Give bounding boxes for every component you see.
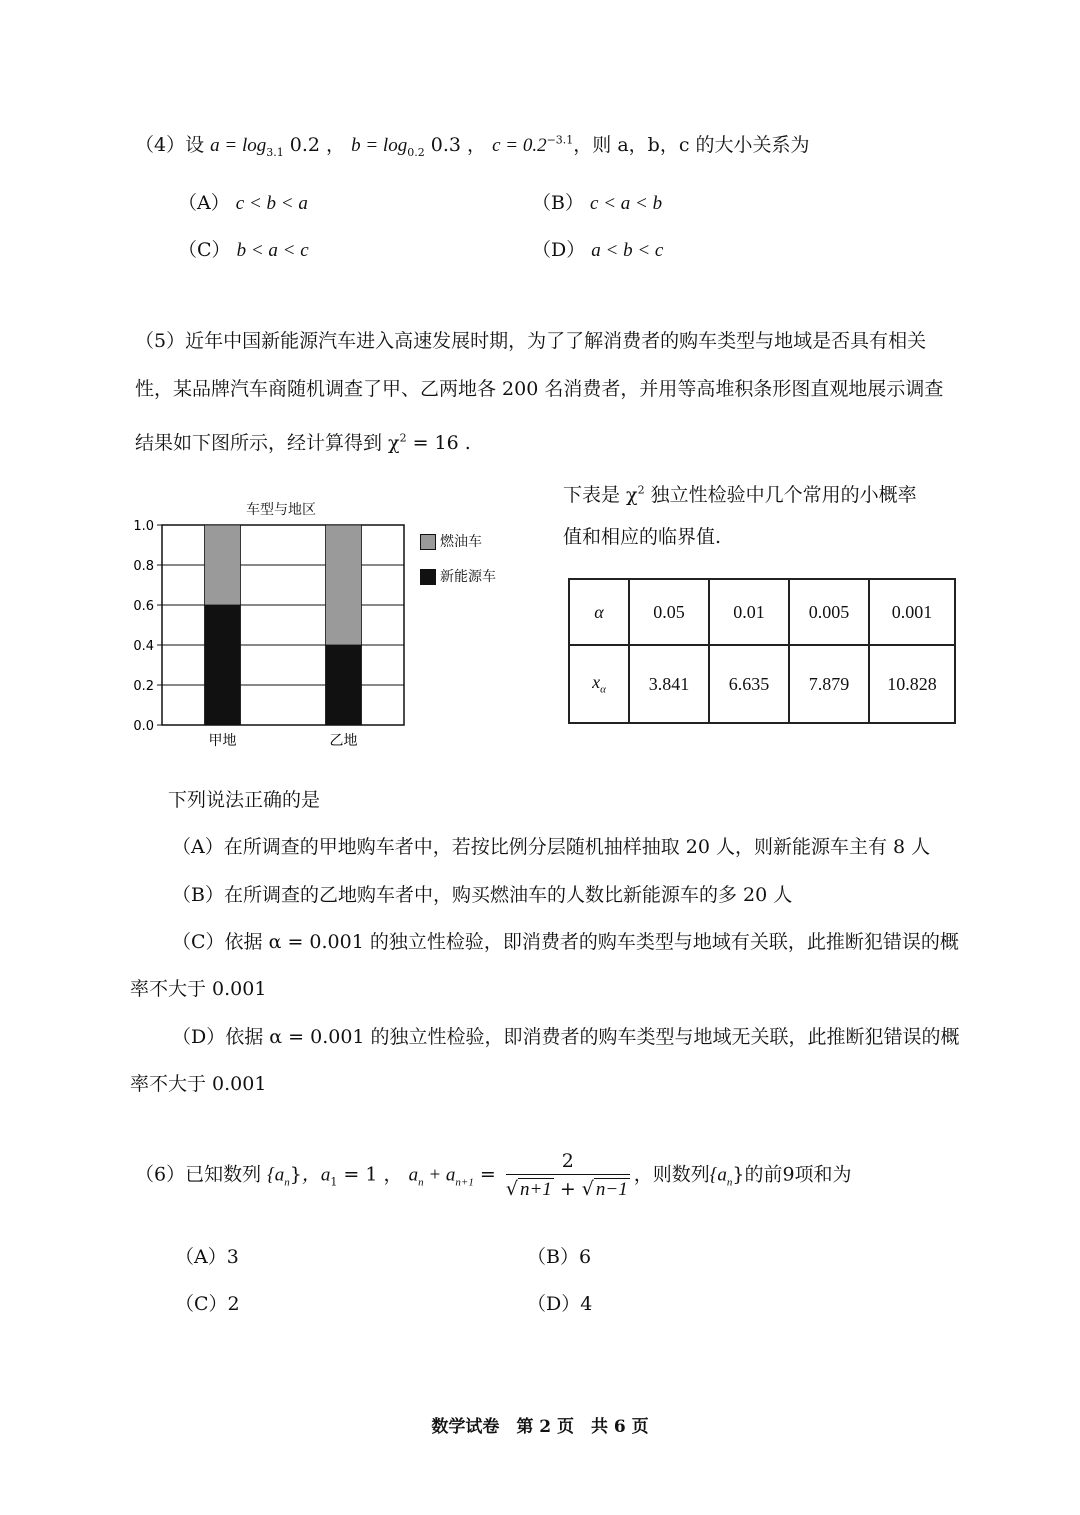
- y-tick-label: 1.0: [133, 519, 154, 534]
- q6-seq: {a: [267, 1164, 285, 1186]
- y-tick-label: 0.6: [133, 599, 154, 614]
- option-label: （A）: [172, 836, 224, 858]
- option-text: c < a < b: [590, 193, 663, 214]
- q5-option-c[interactable]: [172, 927, 959, 954]
- option-label: （C）: [178, 239, 231, 261]
- option-label: （D）: [172, 1026, 226, 1048]
- q4-a-arg: 0.2 ，: [283, 134, 346, 156]
- x-tick-label: 乙地: [329, 733, 358, 749]
- q5-option-a[interactable]: [172, 832, 930, 859]
- q4-option-d[interactable]: [532, 235, 663, 262]
- q5-side-line-1: [563, 480, 917, 507]
- y-tick-label: 0.4: [133, 639, 154, 654]
- q6-option-d[interactable]: [527, 1289, 592, 1316]
- table-cell: 0.005: [789, 579, 869, 645]
- option-text: 4: [580, 1293, 593, 1315]
- sqrt-radicand: n−1: [595, 1179, 628, 1200]
- q4-stem: [135, 130, 810, 159]
- q4-c-expr: c = 0.2: [492, 135, 547, 156]
- q4-c-exp: −3.1: [546, 133, 574, 147]
- sqrt-sign: √: [505, 1178, 518, 1200]
- q6-post-close: }: [732, 1163, 745, 1186]
- q4-option-b[interactable]: [532, 188, 662, 215]
- table-cell: 10.828: [869, 645, 955, 723]
- table-header-alpha: α: [569, 579, 629, 645]
- q5-option-d[interactable]: [172, 1022, 960, 1049]
- q5-line-3: [135, 428, 471, 455]
- q6-option-c[interactable]: [175, 1289, 240, 1316]
- q4-b-expr: b = log: [351, 135, 408, 156]
- q5-side-line-1-sup: 2: [637, 483, 645, 497]
- q4-a-expr: a = log: [210, 135, 267, 156]
- table-cell: 0.05: [629, 579, 709, 645]
- q6-option-b[interactable]: [527, 1242, 591, 1269]
- x-tick-label: 甲地: [208, 733, 237, 749]
- bar-segment: [326, 525, 362, 645]
- q6-number: （6）: [135, 1163, 186, 1186]
- option-text: 6: [578, 1246, 592, 1268]
- q4-number: （4）: [135, 134, 186, 156]
- option-text: 在所调查的甲地购车者中，若按比例分层随机抽样抽取 20 人，则新能源车主有 8 人: [223, 836, 931, 858]
- bar-segment: [205, 525, 241, 605]
- option-text: 依据 α = 0.001 的独立性检验，即消费者的购车类型与地域有关联，此推断犯错误的概: [224, 931, 959, 953]
- table-row-alpha: [569, 579, 955, 645]
- q6-sum-sub1: n: [418, 1176, 424, 1189]
- q4-a-base: 3.1: [266, 145, 284, 159]
- q5-side-line-2: 值和相应的临界值.: [563, 526, 722, 548]
- option-text: b < a < c: [236, 240, 309, 261]
- q6-a1: ，a: [301, 1164, 331, 1186]
- stacked-bar-chart: [120, 515, 540, 755]
- x-label: x: [592, 672, 601, 693]
- page-footer: 数学试卷 第 2 页 共 6 页: [431, 1417, 649, 1437]
- table-cell: 6.635: [709, 645, 789, 723]
- y-tick-label: 0.8: [133, 559, 154, 574]
- q4-option-a[interactable]: [178, 188, 308, 215]
- q6-sum-lhs: a: [408, 1164, 419, 1186]
- q4-b-arg: 0.3 ，: [424, 134, 487, 156]
- sqrt-radicand: n+1: [519, 1179, 552, 1200]
- option-label: （D）: [527, 1293, 581, 1315]
- q6-stem: [135, 1150, 852, 1201]
- q6-seq-sub: n: [284, 1176, 290, 1189]
- option-text: a < b < c: [591, 240, 664, 261]
- q6-seq-close: }: [289, 1163, 302, 1186]
- q6-post-a: ，则数列: [633, 1163, 710, 1186]
- x-sub: α: [600, 683, 606, 696]
- plot-frame: [162, 525, 404, 725]
- q6-sum-plus: + a: [423, 1164, 456, 1186]
- bar-segment: [205, 605, 241, 725]
- critical-value-table: [568, 578, 956, 724]
- q6-post-b: 的前9项和为: [744, 1163, 852, 1186]
- table-cell: 0.01: [709, 579, 789, 645]
- legend-swatch-fuel: [420, 534, 436, 550]
- option-text: 依据 α = 0.001 的独立性检验，即消费者的购车类型与地域无关联，此推断犯错误的概: [225, 1026, 960, 1048]
- q6-a1-val: = 1 ，: [337, 1163, 403, 1186]
- option-text: 在所调查的乙地购车者中，购买燃油车的人数比新能源车的多 20 人: [223, 884, 793, 906]
- legend-item-fuel: [420, 531, 482, 551]
- q6-eq: =: [473, 1163, 496, 1186]
- option-text: 3: [226, 1246, 239, 1268]
- q4-option-c[interactable]: [178, 235, 309, 262]
- table-cell: 7.879: [789, 645, 869, 723]
- y-tick-label: 0.0: [133, 719, 154, 734]
- q6-pre: 已知数列: [185, 1163, 262, 1186]
- q4-b-base: 0.2: [407, 145, 425, 159]
- option-label: （A）: [178, 192, 230, 214]
- table-row-x: [569, 645, 955, 723]
- table-header-x: [569, 645, 629, 723]
- q6-sum-sub2: n+1: [455, 1176, 474, 1189]
- option-label: （C）: [172, 931, 225, 953]
- q4-pre: 设: [185, 134, 205, 156]
- option-label: （D）: [532, 239, 586, 261]
- y-tick-label: 0.2: [133, 679, 154, 694]
- q5-option-d-cont: 率不大于 0.001: [130, 1073, 267, 1095]
- q4-post: ，则 a，b，c 的大小关系为: [573, 134, 810, 156]
- chart-title: 车型与地区: [246, 502, 316, 518]
- q6-option-a[interactable]: [175, 1242, 239, 1269]
- q6-fraction: [506, 1150, 630, 1201]
- q6-den-plus: +: [553, 1178, 582, 1200]
- legend-label-ev: 新能源车: [440, 569, 496, 585]
- q6-post-seq: {a: [709, 1164, 727, 1186]
- option-label: （B）: [527, 1246, 579, 1268]
- q6-frac-num: 2: [506, 1150, 630, 1175]
- q5-side-line-1-b: 独立性检验中几个常用的小概率: [644, 484, 917, 506]
- q5-line-3-a: 结果如下图所示，经计算得到 χ: [135, 432, 400, 454]
- option-label: （C）: [175, 1293, 228, 1315]
- q5-option-b[interactable]: [172, 880, 792, 907]
- option-label: （B）: [172, 884, 224, 906]
- legend-swatch-ev: [420, 569, 436, 585]
- q5-line-3-b: = 16 .: [406, 432, 471, 454]
- bar-segment: [326, 645, 362, 725]
- legend-label-fuel: 燃油车: [440, 534, 482, 550]
- q5-line-2: 性，某品牌汽车商随机调查了甲、乙两地各 200 名消费者，并用等高堆积条形图直观地展示调查: [135, 378, 944, 400]
- option-label: （A）: [175, 1246, 227, 1268]
- q5-option-c-cont: 率不大于 0.001: [130, 978, 267, 1000]
- sqrt-sign: √: [581, 1178, 594, 1200]
- q5-statement-intro: 下列说法正确的是: [168, 789, 321, 811]
- q5-line-3-sup: 2: [399, 431, 407, 445]
- q5-side-line-1-a: 下表是 χ: [563, 484, 638, 506]
- legend-item-ev: [420, 566, 496, 586]
- table-cell: 0.001: [869, 579, 955, 645]
- q5-line-1: （5）近年中国新能源汽车进入高速发展时期，为了了解消费者的购车类型与地域是否具有相关: [135, 330, 927, 352]
- q6-frac-den: [506, 1175, 630, 1201]
- option-text: c < b < a: [235, 193, 308, 214]
- option-label: （B）: [532, 192, 584, 214]
- q6-a1-sub: 1: [330, 1175, 338, 1189]
- q6-post-sub: n: [726, 1176, 733, 1189]
- option-text: 2: [227, 1293, 240, 1315]
- table-cell: 3.841: [629, 645, 709, 723]
